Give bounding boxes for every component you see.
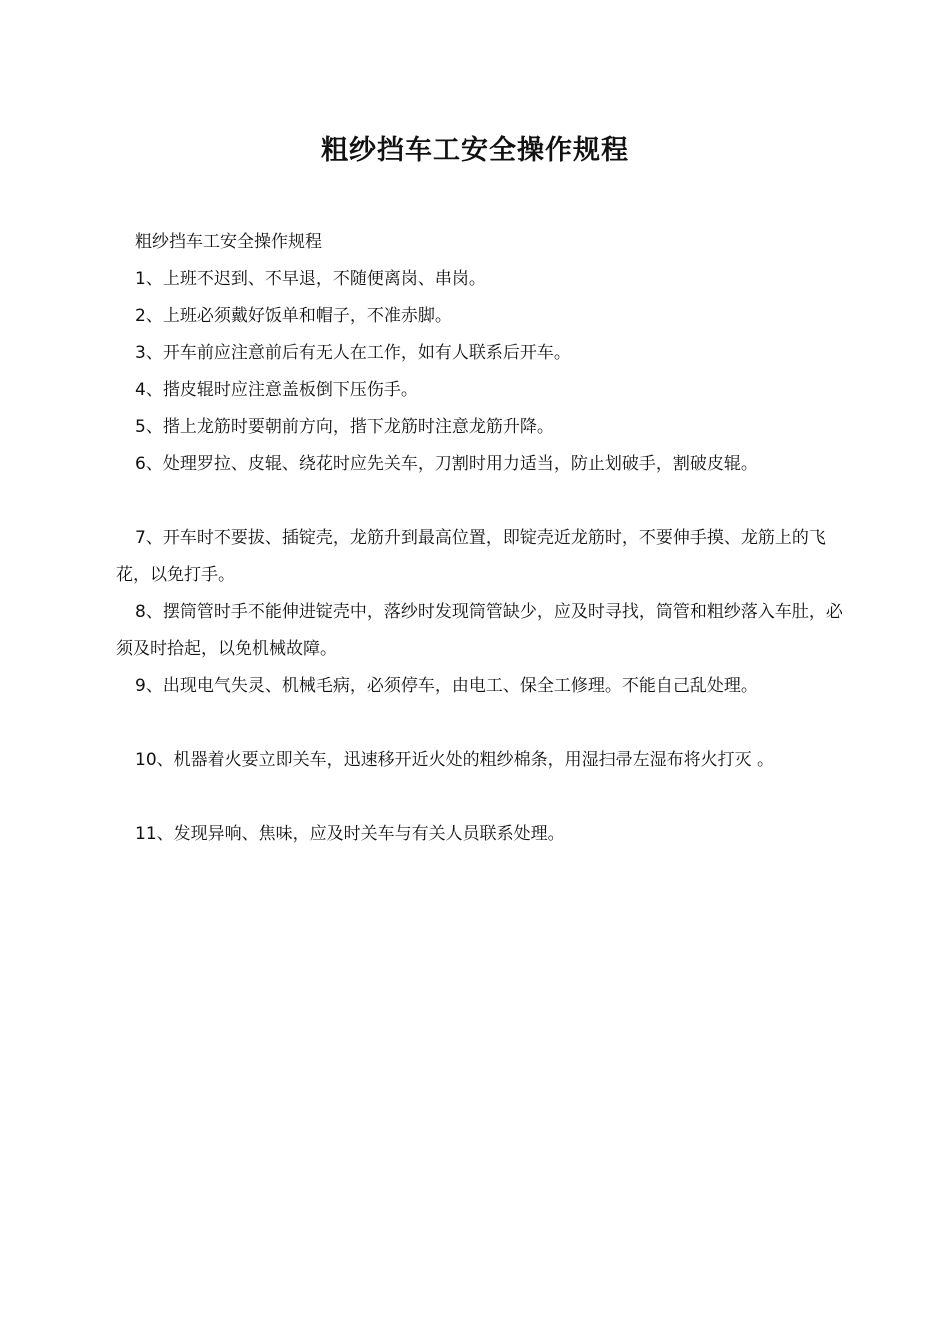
rule-item-11: 11、发现异响、焦味，应及时关车与有关人员联系处理。 <box>135 824 565 844</box>
rule-item-6: 6、处理罗拉、皮辊、绕花时应先关车，刀割时用力适当，防止划破手，割破皮辊。 <box>135 454 758 474</box>
rule-item-4: 4、揩皮辊时应注意盖板倒下压伤手。 <box>135 380 418 400</box>
rule-item-7: 7、开车时不要拔、插锭壳，龙筋升到最高位置，即锭壳近龙筋时，不要伸手摸、龙筋上的飞花，以免打手。 <box>116 528 826 585</box>
document-subtitle: 粗纱挡车工安全操作规程 <box>135 232 322 252</box>
rule-item-1: 1、上班不迟到、不早退，不随便离岗、串岗。 <box>135 269 486 289</box>
page-title: 粗纱挡车工安全操作规程 <box>321 135 629 166</box>
rule-item-3: 3、开车前应注意前后有无人在工作，如有人联系后开车。 <box>135 343 571 363</box>
rule-item-5: 5、揩上龙筋时要朝前方向，揩下龙筋时注意龙筋升降。 <box>135 417 554 437</box>
rule-item-9: 9、出现电气失灵、机械毛病，必须停车，由电工、保全工修理。不能自己乱处理。 <box>135 676 758 696</box>
rule-item-10: 10、机器着火要立即关车，迅速移开近火处的粗纱棉条，用湿扫帚左湿布将火打灭 。 <box>135 750 775 770</box>
paragraph-gap <box>116 779 846 816</box>
paragraph-gap <box>116 705 846 742</box>
document-body <box>116 224 846 853</box>
rule-item-2: 2、上班必须戴好饭单和帽子，不准赤脚。 <box>135 306 452 326</box>
rule-item-8: 8、摆筒管时手不能伸进锭壳中，落纱时发现筒管缺少，应及时寻找，筒管和粗纱落入车肚，必须及时拾起，以免机械故障。 <box>116 602 843 659</box>
paragraph-gap <box>116 483 846 520</box>
